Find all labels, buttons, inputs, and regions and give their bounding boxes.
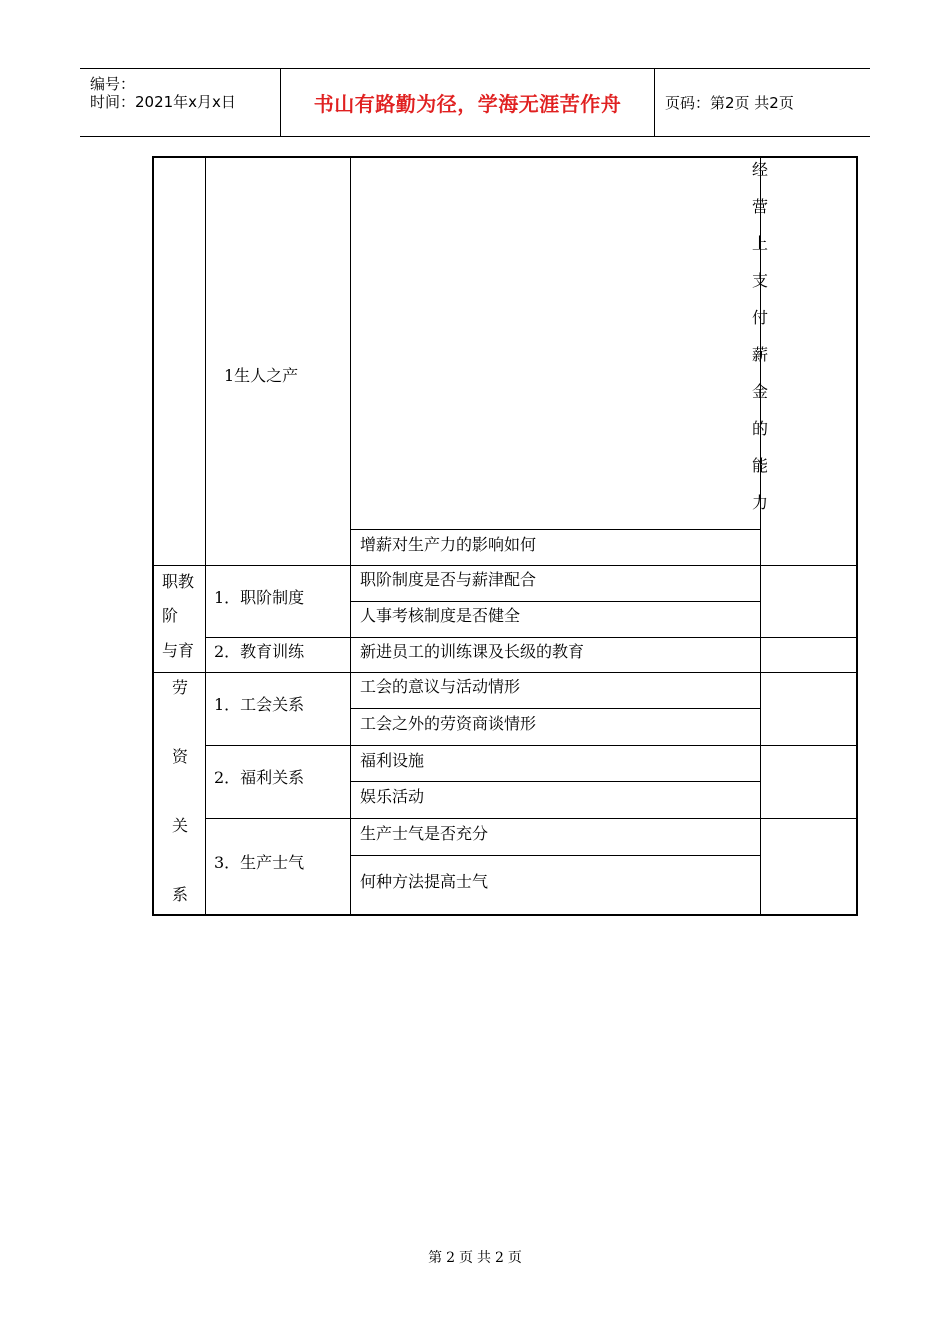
row-line-group-labor [152,672,858,673]
vertical-note: 经 营 上 支 付 薪 金 的 能 力 [751,160,768,512]
group-labor-char-2: 资 [172,747,189,766]
union-subcategory: 1．工会关系 [214,695,305,714]
header-meta [80,69,281,136]
training-subcategory: 2．教育训练 [214,642,305,661]
row-line-salary-item [350,529,761,530]
header-motto [281,69,655,136]
row-line-welfare-item [350,781,761,782]
col-divider-2 [350,156,351,916]
row-line-rank-sub2 [205,637,858,638]
row-line-labor-sub2 [205,745,858,746]
training-item-1: 新进员工的训练课及长级的教育 [360,642,585,661]
motto-text: 书山有路勤为径，学海无涯苦作舟 [313,92,622,116]
welfare-item-2: 娱乐活动 [360,787,425,806]
welfare-item-1: 福利设施 [360,751,425,770]
row-line-union-item [350,708,761,709]
morale-item-1: 生产士气是否充分 [360,824,489,843]
salary-subcategory: 1生人之产 [224,366,299,385]
col-divider-1 [205,156,206,916]
group-rank-label-b: 阶 [162,606,179,625]
footer-page-number: 2 [446,1250,455,1266]
page-info: 页码：第2页 共2页 [665,94,794,112]
group-rank-label-a: 职教 [162,572,195,591]
footer-page-total: 2 [495,1250,504,1266]
evaluation-table [152,156,858,916]
group-labor-char-4: 系 [172,885,189,904]
group-labor-char-1: 劳 [172,678,189,697]
number-label: 编号： [90,75,136,93]
row-line-morale-item [350,855,761,856]
rank-item-1: 职阶制度是否与薪津配合 [360,570,537,589]
group-labor-char-3: 关 [172,816,189,835]
page-footer: 第 2 页 共 2 页 [428,1250,522,1266]
row-line-group-rank [152,565,858,566]
time-label: 时间：2021年x月x日 [90,93,236,111]
group-rank-label-c: 与育 [162,641,195,660]
salary-item: 增薪对生产力的影响如何 [360,535,537,554]
col-divider-3-lower [760,529,761,916]
page-header [80,68,870,137]
morale-subcategory: 3．生产士气 [214,853,305,872]
rank-subcategory: 1．职阶制度 [214,588,305,607]
rank-item-2: 人事考核制度是否健全 [360,606,521,625]
union-item-1: 工会的意议与活动情形 [360,677,521,696]
row-line-rank-item [350,601,761,602]
row-line-labor-sub3 [205,818,858,819]
morale-item-2: 何种方法提高士气 [360,872,489,891]
union-item-2: 工会之外的劳资商谈情形 [360,714,537,733]
welfare-subcategory: 2．福利关系 [214,768,305,787]
